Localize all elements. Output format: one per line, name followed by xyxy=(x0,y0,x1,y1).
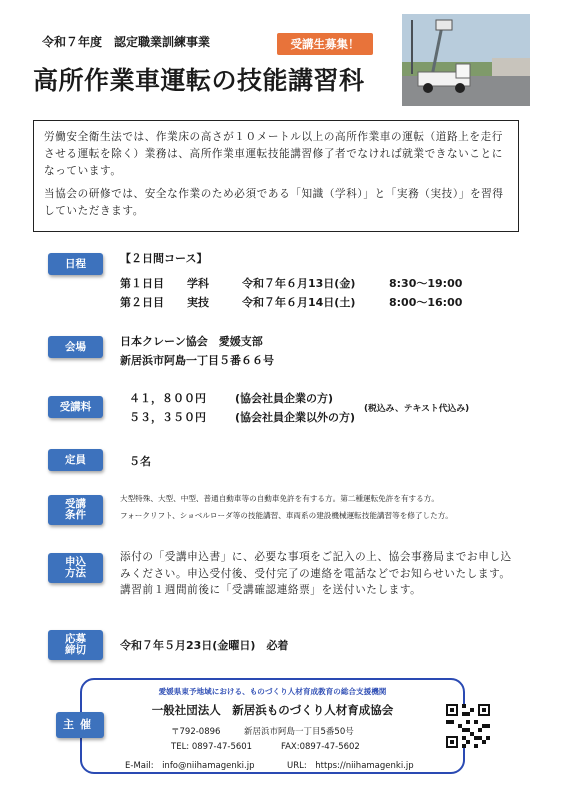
application-label-line1: 申込 xyxy=(65,556,86,568)
organizer-postal: 〒792-0896 xyxy=(171,727,221,737)
organizer-fax: FAX:0897-47-5602 xyxy=(281,742,360,752)
host-label: 主催 xyxy=(56,712,104,738)
organizer-name: 一般社団法人 新居浜ものづくり人材育成協会 xyxy=(151,703,394,717)
organizer-url[interactable]: URL: https://niihamagenki.jp xyxy=(287,761,414,771)
conditions-line-2: フォークリフト、ショベルローダ等の技能講習、車両系の建設機械運転技能講習等を修了した方。 xyxy=(120,511,453,520)
recruiting-badge: 受講生募集！ xyxy=(277,33,373,55)
deadline-label-line2: 締切 xyxy=(65,644,86,656)
deadline-label-line1: 応募 xyxy=(65,633,86,645)
day1-type: 学科 xyxy=(187,277,209,290)
aerial-work-platform-photo xyxy=(402,14,530,106)
schedule-label: 日程 xyxy=(48,253,103,275)
fee-label: 受講料 xyxy=(48,396,103,418)
fee-member-amount: ４１，８００円 xyxy=(129,392,206,405)
aerial-work-platform-truck-icon xyxy=(402,14,530,106)
fee-member-note: (協会社員企業の方) xyxy=(235,392,334,405)
fee-nonmember-amount: ５３，３５０円 xyxy=(129,411,206,424)
organizer-tel: TEL: 0897-47-5601 xyxy=(171,742,253,752)
capacity-label: 定員 xyxy=(48,449,103,471)
page-title: 高所作業車運転の技能講習科 xyxy=(33,66,365,95)
qr-code-icon[interactable] xyxy=(446,704,490,748)
organizer-address: 新居浜市阿島一丁目5番50号 xyxy=(244,727,354,737)
day2-date: 令和７年６月14日(土) xyxy=(242,296,356,309)
application-label xyxy=(48,553,103,583)
conditions-label xyxy=(48,495,103,525)
course-length: 【２日間コース】 xyxy=(120,252,208,265)
conditions-label-line2: 条件 xyxy=(65,509,86,521)
day2-type: 実技 xyxy=(187,296,209,309)
intro-paragraph-2: 当協会の研修では、安全な作業のため必須である「知識（学科）」と「実務（実技）」を習得していただきます。 xyxy=(44,188,504,217)
venue-address: 新居浜市阿島一丁目５番６６号 xyxy=(120,354,274,367)
day1-time: 8:30〜19:00 xyxy=(389,277,463,290)
day1-date: 令和７年６月13日(金) xyxy=(242,277,356,290)
deadline-text: 令和７年５月23日(金曜日) 必着 xyxy=(120,639,289,652)
intro-paragraph-1: 労働安全衛生法では、作業床の高さが１０メートル以上の高所作業車の運転（道路上を走行させる運転を除く）業務は、高所作業車運転技能講習修了者でなければ就業できないことになっています。 xyxy=(44,131,503,177)
venue-name: 日本クレーン協会 愛媛支部 xyxy=(120,335,263,348)
fee-tax-note: (税込み、テキスト代込み) xyxy=(364,404,470,414)
fee-nonmember-note: (協会社員企業以外の方) xyxy=(235,411,356,424)
application-label-line2: 方法 xyxy=(65,567,86,579)
day1-number: 第１日目 xyxy=(120,277,164,290)
conditions-label-line1: 受講 xyxy=(65,498,86,510)
capacity-value: ５名 xyxy=(129,455,151,468)
venue-label: 会場 xyxy=(48,336,103,358)
program-subtitle: 令和７年度 認定職業訓練事業 xyxy=(42,35,211,49)
day2-time: 8:00〜16:00 xyxy=(389,296,463,309)
deadline-label xyxy=(48,630,103,660)
day2-number: 第２日目 xyxy=(120,296,164,309)
organizer-tagline: 愛媛県東予地域における、ものづくり人材育成教育の総合支援機関 xyxy=(158,687,387,696)
organizer-email[interactable]: E-Mail: info@niihamagenki.jp xyxy=(125,761,255,771)
conditions-line-1: 大型特殊、大型、中型、普通自動車等の自動車免許を有する方。第二種運転免許を有する方。 xyxy=(120,494,439,503)
intro-box xyxy=(33,120,519,232)
application-text: 添付の「受講申込書」に、必要な事項をご記入の上、協会事務局までお申し込みください。申込受付後、受付完了の連絡を電話などでお知らせいたします。講習前１週間前後に「受講確認連絡票」を送付いたします。 xyxy=(120,551,512,596)
